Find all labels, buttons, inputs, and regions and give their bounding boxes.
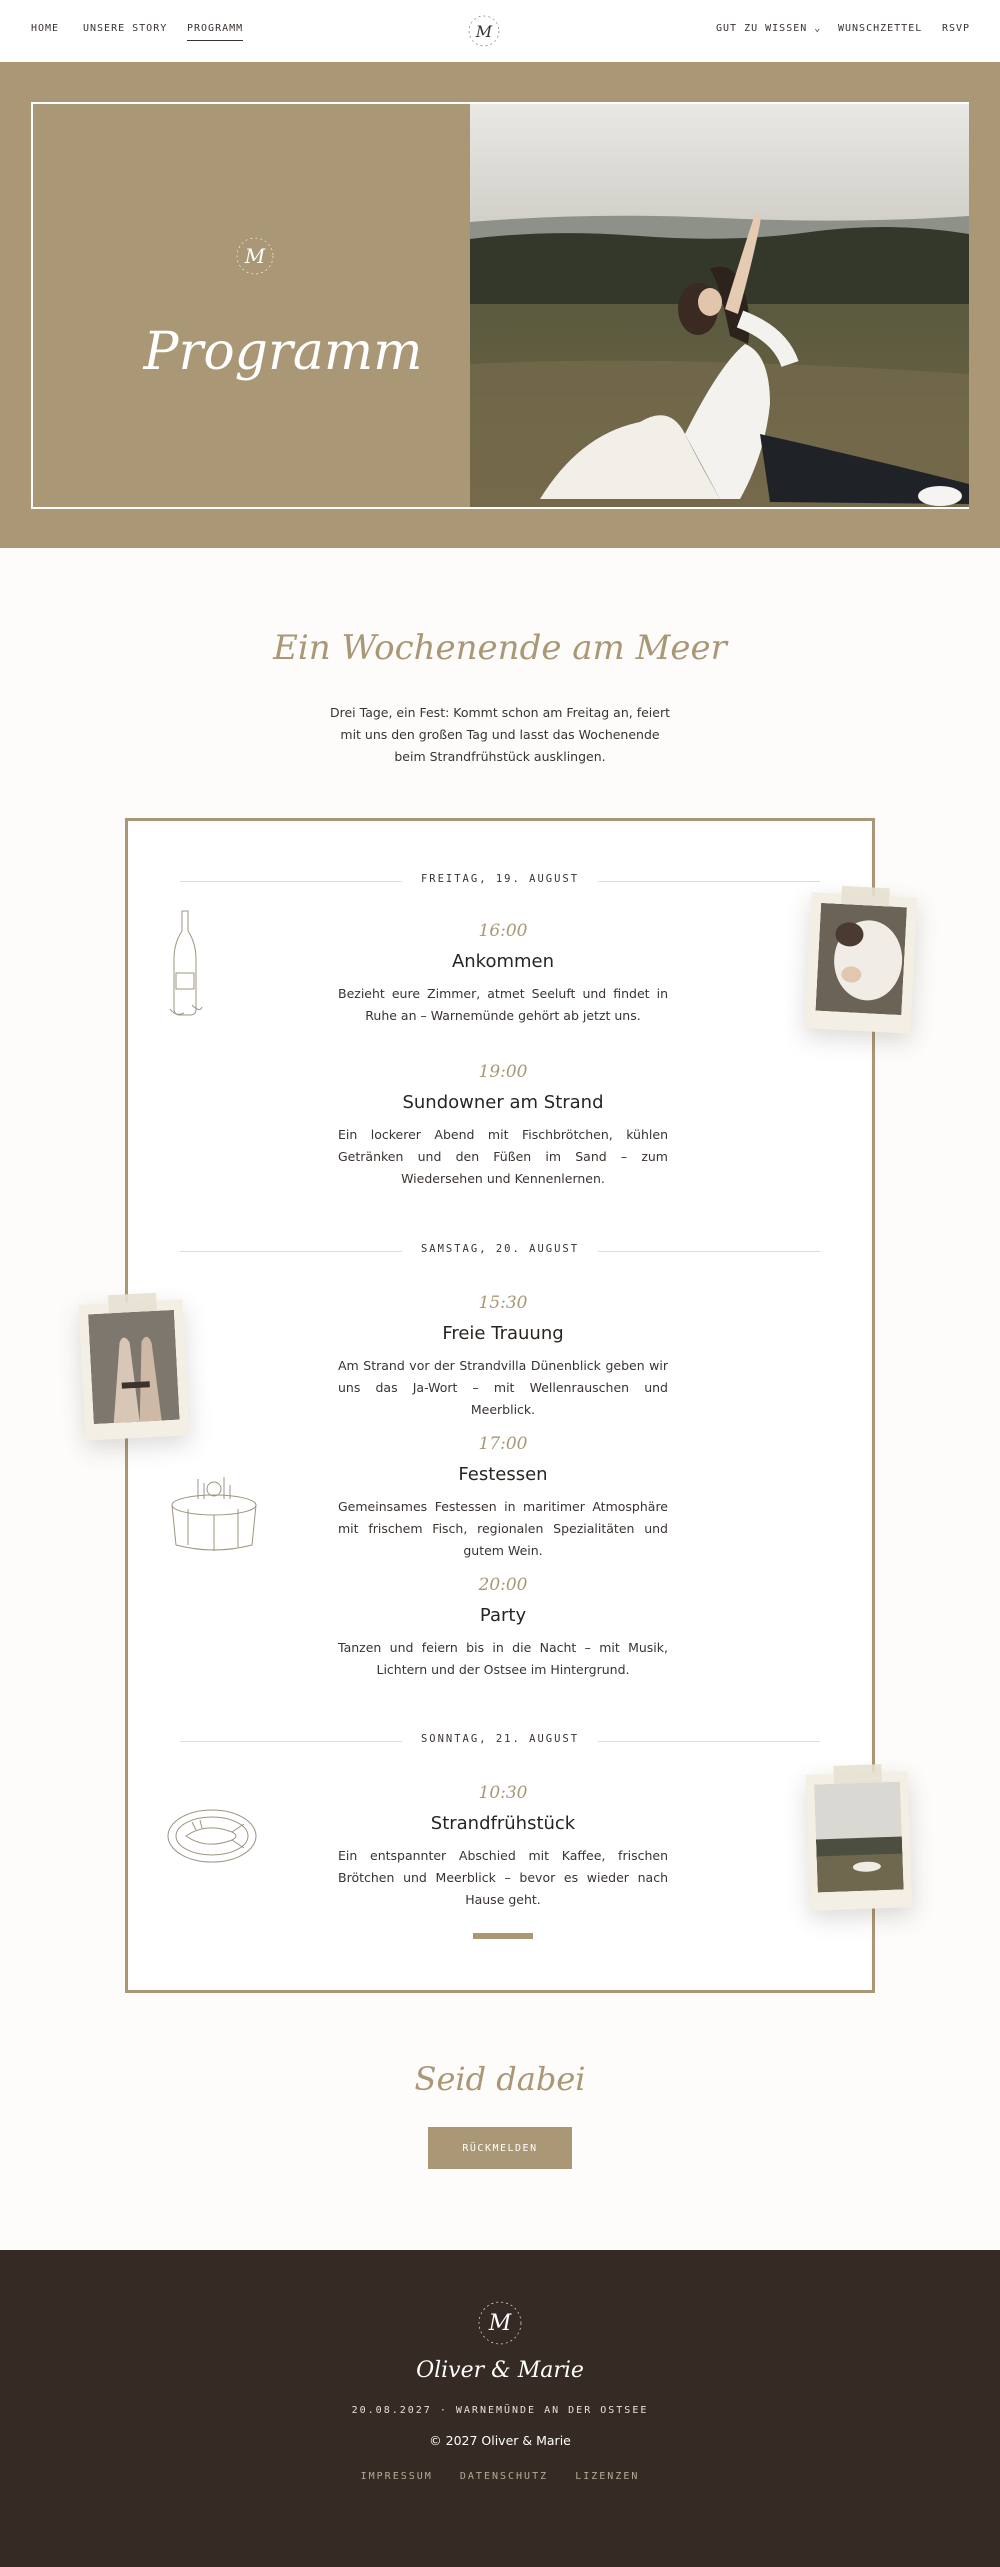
intro-title: Ein Wochenende am Meer: [273, 628, 727, 668]
monogram-icon: [231, 234, 279, 278]
top-navigation: [0, 0, 1000, 62]
nav-home-link[interactable]: HOME: [31, 23, 60, 34]
lizenzen-link[interactable]: LIZENZEN: [575, 2471, 640, 2482]
day-header-saturday: SAMSTAG, 20. AUGUST: [180, 1241, 820, 1261]
event-name: Sundowner am Strand: [402, 1092, 604, 1113]
day-header-sunday: SONNTAG, 21. AUGUST: [180, 1731, 820, 1751]
event-freie-trauung: [338, 1293, 668, 1421]
event-name: Party: [479, 1605, 527, 1626]
event-description: Gemeinsames Festessen in maritimer Atmosphäre mit frischem Fisch, regionalen Spezialitäten und gutem Wein.: [338, 1499, 668, 1558]
datenschutz-link[interactable]: DATENSCHUTZ: [459, 2471, 549, 2482]
monogram-logo-icon: [474, 2298, 526, 2348]
event-name: Strandfrühstück: [430, 1813, 576, 1834]
hero-photo-couple: [470, 104, 969, 507]
polaroid-photo-landscape: [806, 1771, 913, 1910]
nav-story-link[interactable]: UNSERE STORY: [83, 23, 168, 34]
event-description: Am Strand vor der Strandvilla Dünenblick geben wir uns das Ja-Wort – mit Wellenrauschen und Meerblick.: [338, 1358, 668, 1417]
nav-rsvp-link[interactable]: RSVP: [942, 23, 971, 34]
event-name: Festessen: [458, 1464, 548, 1485]
svg-text:M: M: [475, 22, 493, 41]
svg-text:M: M: [244, 244, 266, 268]
impressum-link[interactable]: IMPRESSUM: [360, 2471, 433, 2482]
rsvp-button[interactable]: RÜCKMELDEN: [428, 2127, 572, 2169]
event-description: Bezieht eure Zimmer, atmet Seeluft und findet in Ruhe an – Warnemünde gehört ab jetzt uns.: [338, 986, 668, 1023]
nav-gut-zu-wissen-dropdown[interactable]: GUT ZU WISSEN ⌄: [716, 23, 822, 34]
event-time: 19:00: [478, 1062, 528, 1082]
event-strandfruehstueck: [338, 1783, 668, 1911]
lobster-plate-icon: [166, 1806, 258, 1866]
cta-title: Seid dabei: [414, 2060, 586, 2098]
couple-names: Oliver & Marie: [416, 2358, 584, 2383]
event-time: 10:30: [478, 1783, 528, 1803]
dinner-table-icon: [168, 1471, 260, 1553]
event-description: Ein entspannter Abschied mit Kaffee, frischen Brötchen und Meerblick – bevor es wieder nach Hause geht.: [338, 1848, 668, 1907]
page-title: Programm: [143, 322, 423, 382]
event-festessen: [338, 1434, 668, 1562]
svg-text:M: M: [488, 2311, 512, 2336]
monogram-logo-icon[interactable]: [466, 14, 502, 48]
event-time: 17:00: [478, 1434, 528, 1454]
polaroid-photo-bride: [805, 892, 918, 1033]
event-description: Tanzen und feiern bis in die Nacht – mit Musik, Lichtern und der Ostsee im Hintergrund.: [338, 1640, 668, 1677]
hero-section: [0, 62, 1000, 548]
hero-frame: [31, 102, 969, 509]
footer: [0, 2250, 1000, 2567]
event-party: [338, 1575, 668, 1681]
event-time: 20:00: [478, 1575, 528, 1595]
copyright: © 2027 Oliver & Marie: [429, 2433, 571, 2448]
wedding-dateline: 20.08.2027 · WARNEMÜNDE AN DER OSTSEE: [351, 2405, 649, 2416]
program-card: [125, 818, 875, 1993]
event-description: Ein lockerer Abend mit Fischbrötchen, kühlen Getränken und den Füßen im Sand – zum Wiedersehen und Kennenlernen.: [338, 1127, 668, 1186]
day-header-friday: FREITAG, 19. AUGUST: [180, 871, 820, 891]
nav-programm-link[interactable]: PROGRAMM: [187, 23, 243, 41]
intro-text: Drei Tage, ein Fest: Kommt schon am Freitag an, feiert mit uns den großen Tag und lasst das Wochenende beim Strandfrühstück ausklingen.: [330, 705, 670, 764]
nav-wunschzettel-link[interactable]: WUNSCHZETTEL: [838, 23, 923, 34]
event-ankommen: [338, 921, 668, 1027]
decorative-divider: [473, 1933, 533, 1939]
event-time: 16:00: [478, 921, 528, 941]
footer-links: [0, 2464, 1000, 2483]
event-time: 15:30: [478, 1293, 528, 1313]
event-sundowner: [338, 1062, 668, 1190]
polaroid-photo-hands: [79, 1299, 190, 1440]
event-name: Ankommen: [451, 951, 555, 972]
champagne-bottle-icon: [166, 909, 206, 1019]
event-name: Freie Trauung: [442, 1323, 564, 1344]
